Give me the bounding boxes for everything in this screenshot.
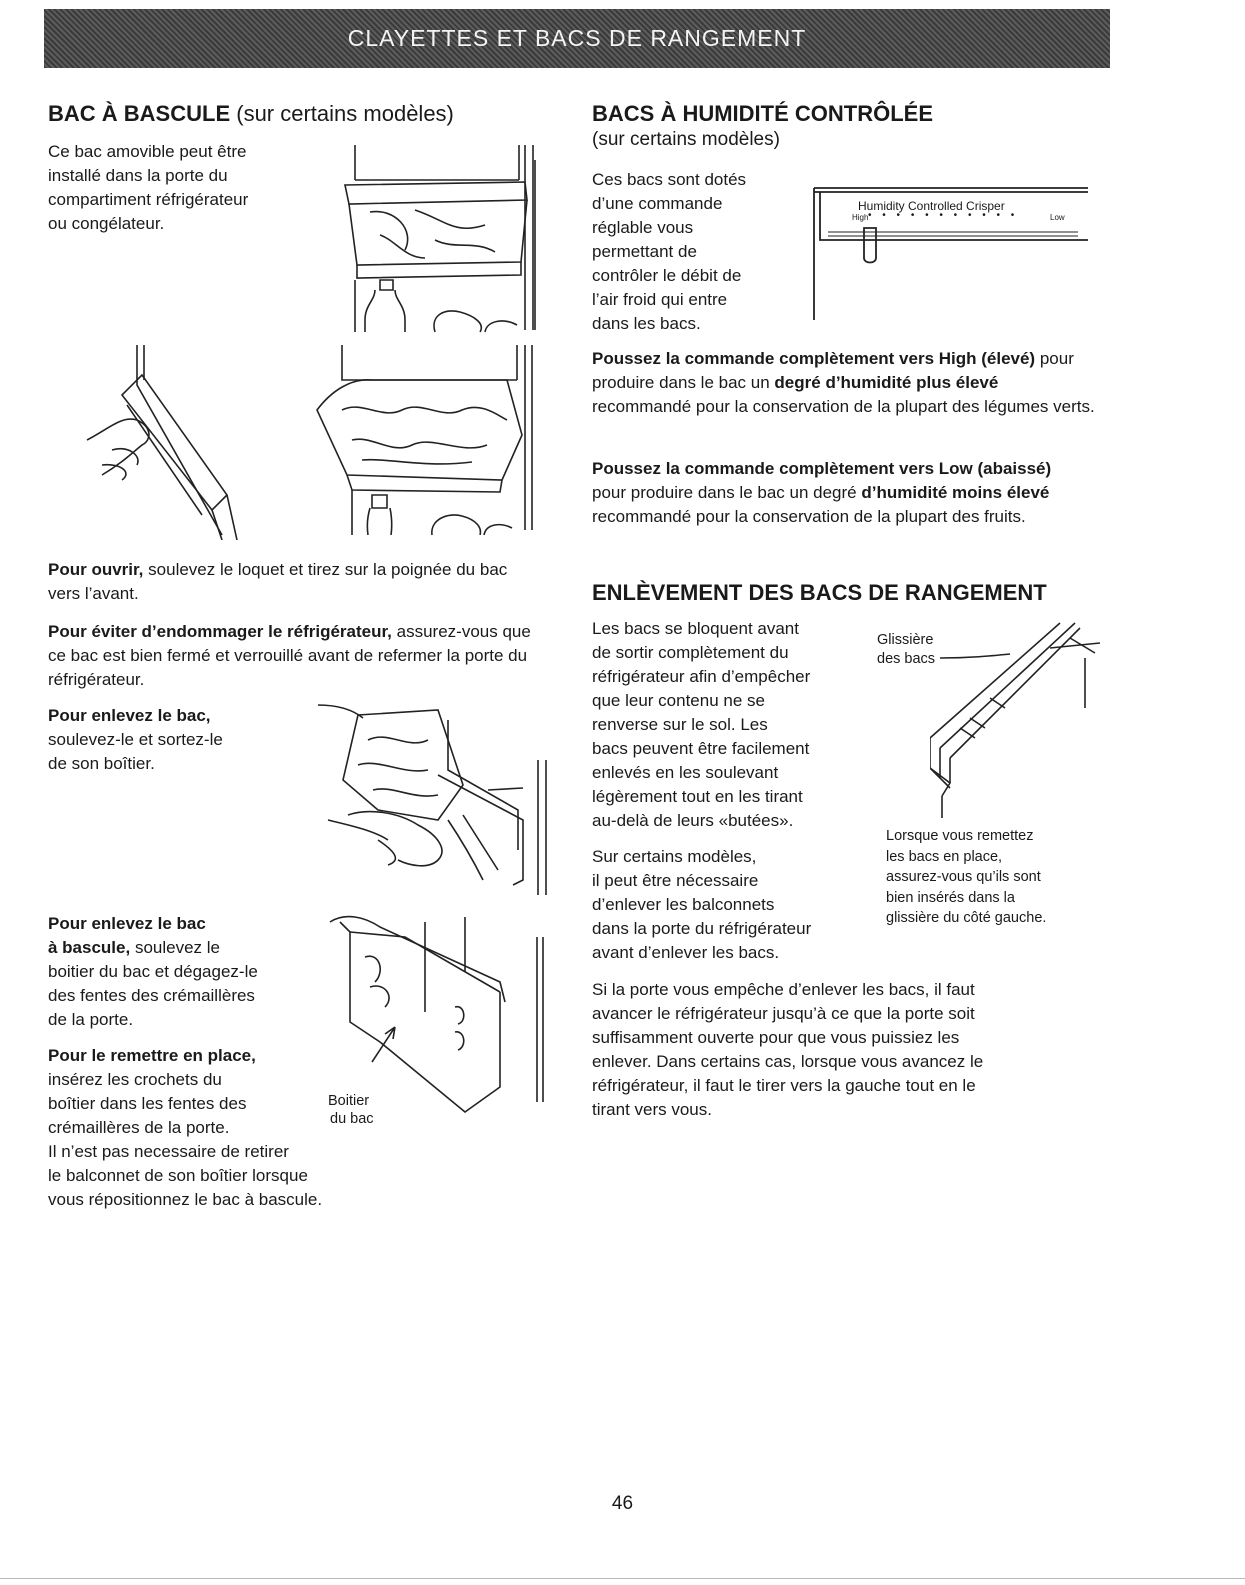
open-bold: Pour ouvrir, [48,560,144,579]
text-line: tirant vers vous. [592,1100,712,1119]
high-text-2: recommandé pour la conservation de la plupart des légumes verts. [592,397,1095,416]
text-line: bacs peuvent être facilement [592,739,810,758]
text-line: boitier du bac et dégagez-le [48,962,258,981]
text-line: d’enlever les balconnets [592,895,775,914]
text-line: insérez les crochets du [48,1070,222,1089]
tilt-bin-heading [48,101,454,127]
low-text: pour produire dans le bac un degré [592,483,857,502]
section-title: CLAYETTES ET BACS DE RANGEMENT [347,25,807,51]
caption-line: les bacs en place, [886,848,1003,865]
text-line: Ces bacs sont dotés [592,170,747,189]
removal-para-1 [592,617,862,833]
text-line: compartiment réfrigérateur [48,190,249,209]
text-line: renverse sur le sol. Les [592,715,768,734]
text-line: légèrement tout en les tirant [592,787,803,806]
low-bold: Poussez la commande complètement vers Low (abaissé) [592,459,1052,478]
rail-label-line: des bacs [877,651,936,667]
text-line: que leur contenu ne se [592,691,765,710]
text-line: dans les bacs. [592,314,701,333]
control-high-label: High [852,213,869,222]
removal-heading: ENLÈVEMENT DES BACS DE RANGEMENT [592,580,1047,605]
text-line: de sortir complètement du [592,643,789,662]
open-instructions [48,558,543,606]
control-dots: • • • • • • • • • • • [868,210,1019,221]
text-line: de la porte. [48,1010,134,1029]
caption-line: glissière du côté gauche. [886,910,1047,926]
rail-caption [886,826,1096,929]
low-bold-2: d’humidité moins élevé [861,483,1050,502]
rail-label [877,631,935,669]
tilt-bin-heading-text: BAC À BASCULE [48,101,231,126]
tilt-bin-heading-note: (sur certains modèles) [236,101,454,126]
caption-line: assurez-vous qu’ils sont [886,869,1041,885]
text-line: de son boîtier. [48,754,155,773]
rail-illustration [930,618,1100,818]
humidity-heading-note: (sur certains modèles) [592,129,780,150]
text-line: soulevez le [134,938,221,957]
avoid-damage-instructions [48,620,543,692]
text-line: ou congélateur. [48,214,165,233]
remove-tilt-bin-instructions [48,912,318,1032]
housing-callout [328,1092,374,1128]
remove-tilt-bold-2: à bascule, [48,938,131,957]
text-line: il peut être nécessaire [592,871,759,890]
hand-opening-bin-illustration [82,345,247,540]
rail-label-line: Glissière [877,632,934,648]
text-line: réglable vous [592,218,694,237]
tilt-bin-open-illustration [312,340,542,535]
low-setting-text [592,457,1082,529]
text-line: des fentes des crémaillères [48,986,255,1005]
high-bold-2: degré d’humidité plus élevé [774,373,999,392]
replace-bold: Pour le remettre en place, [48,1046,256,1065]
avoid-bold: Pour éviter d’endommager le réfrigérateur, [48,622,392,641]
control-label: Humidity Controlled Crisper [858,199,1005,213]
tilt-bin-intro [48,140,318,236]
text-line: crémaillères de la porte. [48,1118,230,1137]
caption-line: Lorsque vous remettez [886,828,1034,844]
remove-bin-illustration [318,700,548,895]
text-line: suffisamment ouverte pour que vous puissiez les [592,1028,960,1047]
text-line: soulevez-le et sortez-le [48,730,223,749]
text-line: contrôler le débit de [592,266,742,285]
humidity-heading: BACS À HUMIDITÉ CONTRÔLÉE [592,101,933,126]
text-line: avant d’enlever les bacs. [592,943,780,962]
bottom-rule [0,1578,1245,1579]
humidity-control-illustration [808,180,1090,320]
remove-bin-instructions [48,704,308,776]
text-line: au-delà de leurs «butées». [592,811,794,830]
page-number: 46 [611,1493,634,1514]
removal-para-2 [592,845,862,965]
text-line: dans la porte du réfrigérateur [592,919,812,938]
high-setting-text [592,347,1102,419]
humidity-intro [592,168,802,336]
caption-line: bien insérés dans la [886,889,1015,906]
remove-tilt-bold-1: Pour enlevez le bac [48,914,206,933]
text-line: boîtier dans les fentes des [48,1094,247,1113]
text-line: Sur certains modèles, [592,847,757,866]
callout-line: du bac [330,1111,374,1127]
remove-bold: Pour enlevez le bac, [48,706,211,725]
tilt-bin-closed-illustration [335,140,545,335]
text-line: enlevés en les soulevant [592,763,779,782]
text-line: enlever. Dans certains cas, lorsque vous avancez le [592,1052,984,1071]
text-line: Ce bac amovible peut être [48,142,247,161]
text-line: Si la porte vous empêche d’enlever les bacs, il faut [592,980,975,999]
callout-line: Boitier [328,1093,370,1109]
text-line: réfrigérateur afin d’empêcher [592,667,811,686]
text-line: d’une commande [592,194,723,213]
text-line: permettant de [592,242,697,261]
text-line: réfrigérateur, il faut le tirer vers la gauche tout en le [592,1076,976,1095]
high-bold: Poussez la commande complètement vers High (élevé) [592,349,1036,368]
removal-para-3 [592,978,1102,1122]
text-line: Les bacs se bloquent avant [592,619,799,638]
avoid-text: assurez-vous que ce bac est bien fermé et verrouillé avant de refermer la porte du réfrigérateur. [48,622,531,689]
text-line: l’air froid qui entre [592,290,728,309]
low-text-2: recommandé pour la conservation de la plupart des fruits. [592,507,1026,526]
text-line: installé dans la porte du [48,166,228,185]
open-text: soulevez le loquet et tirez sur la poignée du bac vers l’avant. [48,560,508,603]
high-text: pour produire dans le bac un [592,349,1074,392]
control-low-label: Low [1050,213,1065,222]
text-line: vous répositionnez le bac à bascule. [48,1190,323,1209]
section-banner [44,9,1110,68]
text-line: le balconnet de son boîtier lorsque [48,1166,308,1185]
text-line: avancer le réfrigérateur jusqu’à ce que la porte soit [592,1004,975,1023]
text-line: Il n’est pas necessaire de retirer [48,1142,289,1161]
